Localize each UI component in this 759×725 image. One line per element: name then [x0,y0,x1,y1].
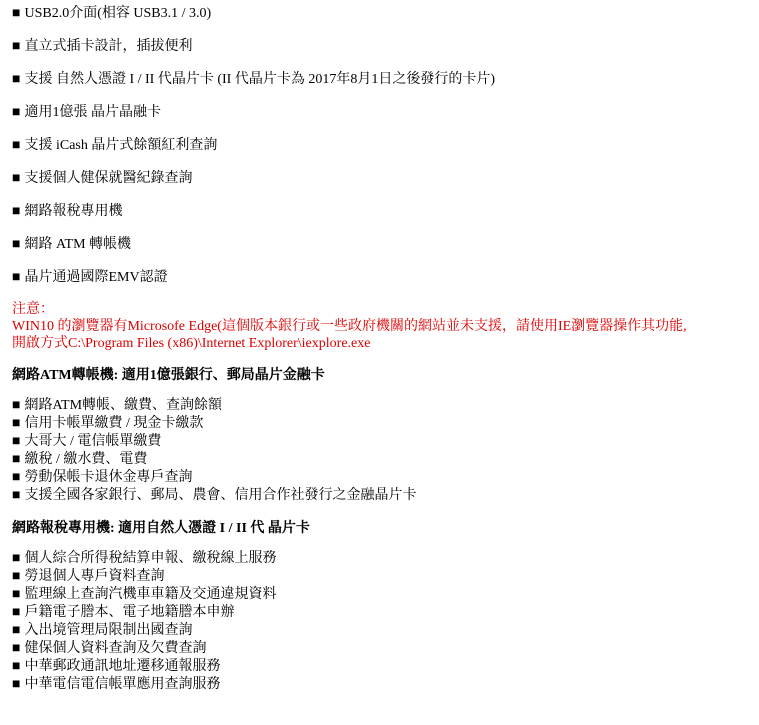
list-item [12,658,759,676]
bullet-square-icon: ■ [12,237,21,252]
bullet-square-icon: ■ [12,623,21,638]
feature-text: 網路 ATM 轉帳機 [24,237,132,252]
bullet-square-icon: ■ [12,416,21,431]
list-item [12,487,759,505]
feature-text: 支援 自然人憑證 I / II 代晶片卡 (II 代晶片卡為 2017年8月1日之後發行的卡片) [24,72,495,87]
bullet-square-icon: ■ [12,39,21,54]
notice-line: WIN10 的瀏覽器有Microsofe Edge(這個版本銀行或一些政府機關的網站並未支援，請使用IE瀏覽器操作其功能, [12,319,687,334]
list-item-text: 支援全國各家銀行、郵局、農會、信用合作社發行之金融晶片卡 [24,488,417,503]
bullet-square-icon: ■ [12,569,21,584]
list-item [12,586,759,604]
list-item-text: 中華電信電信帳單應用查詢服務 [24,677,221,692]
browser-notice [12,301,759,352]
list-item-text: 信用卡帳單繳費 / 現金卡繳款 [24,416,204,431]
list-item-text: 入出境管理局限制出國查詢 [24,623,193,638]
bullet-square-icon: ■ [12,452,21,467]
bullet-square-icon: ■ [12,488,21,503]
notice-path: 開啟方式C:\Program Files (x86)\Internet Explorer\iexplore.exe [12,336,371,351]
bullet-square-icon: ■ [12,587,21,602]
feature-item [12,4,759,24]
bullet-square-icon: ■ [12,72,21,87]
list-item-text: 戶籍電子謄本、電子地籍謄本申辦 [24,605,235,620]
bullet-square-icon: ■ [12,204,21,219]
list-item [12,397,759,415]
notice-title: 注意： [12,302,54,317]
list-item [12,604,759,622]
list-item-text: 勞動保帳卡退休金專戶查詢 [24,470,193,485]
list-item-text: 勞退個人專戶資料查詢 [24,569,165,584]
feature-item [12,103,759,123]
list-item [12,622,759,640]
list-item [12,415,759,433]
list-item-text: 繳稅 / 繳水費、電費 [24,452,148,467]
list-item [12,469,759,487]
feature-item [12,268,759,288]
feature-item [12,136,759,156]
bullet-square-icon: ■ [12,677,21,692]
feature-text: 直立式插卡設計，插拔便利 [24,39,193,54]
bullet-square-icon: ■ [12,6,21,21]
bullet-square-icon: ■ [12,551,21,566]
feature-item [12,70,759,90]
bullet-square-icon: ■ [12,434,21,449]
list-item [12,451,759,469]
bullet-square-icon: ■ [12,398,21,413]
feature-text: 支援個人健保就醫紀錄查詢 [24,171,193,186]
feature-text: USB2.0介面(相容 USB3.1 / 3.0) [24,6,212,21]
bullet-square-icon: ■ [12,105,21,120]
tax-section-title: 網路報稅專用機: 適用自然人憑證 I / II 代 晶片卡 [12,521,310,536]
feature-item [12,202,759,222]
list-item-text: 健保個人資料查詢及欠費查詢 [24,641,207,656]
list-item [12,676,759,694]
bullet-square-icon: ■ [12,659,21,674]
feature-item [12,235,759,255]
atm-feature-list [12,397,759,505]
feature-list [12,4,759,288]
list-item-text: 個人綜合所得稅結算申報、繳稅線上服務 [24,551,277,566]
feature-text: 支援 iCash 晶片式餘額紅利查詢 [24,138,218,153]
feature-text: 適用1億張 晶片晶融卡 [24,105,161,120]
list-item-text: 中華郵政通訊地址遷移通報服務 [24,659,221,674]
list-item-text: 網路ATM轉帳、繳費、查詢餘額 [24,398,223,413]
bullet-square-icon: ■ [12,605,21,620]
list-item-text: 監理線上查詢汽機車車籍及交通違規資料 [24,587,277,602]
bullet-square-icon: ■ [12,270,21,285]
list-item [12,550,759,568]
list-item [12,640,759,658]
list-item [12,433,759,451]
feature-item [12,37,759,57]
atm-section-title: 網路ATM轉帳機: 適用1億張銀行、郵局晶片金融卡 [12,368,325,383]
bullet-square-icon: ■ [12,641,21,656]
list-item [12,568,759,586]
feature-item [12,169,759,189]
tax-feature-list [12,550,759,694]
bullet-square-icon: ■ [12,171,21,186]
bullet-square-icon: ■ [12,470,21,485]
feature-text: 晶片通過國際EMV認證 [24,270,168,285]
bullet-square-icon: ■ [12,138,21,153]
list-item-text: 大哥大 / 電信帳單繳費 [24,434,162,449]
feature-text: 網路報稅專用機 [24,204,123,219]
